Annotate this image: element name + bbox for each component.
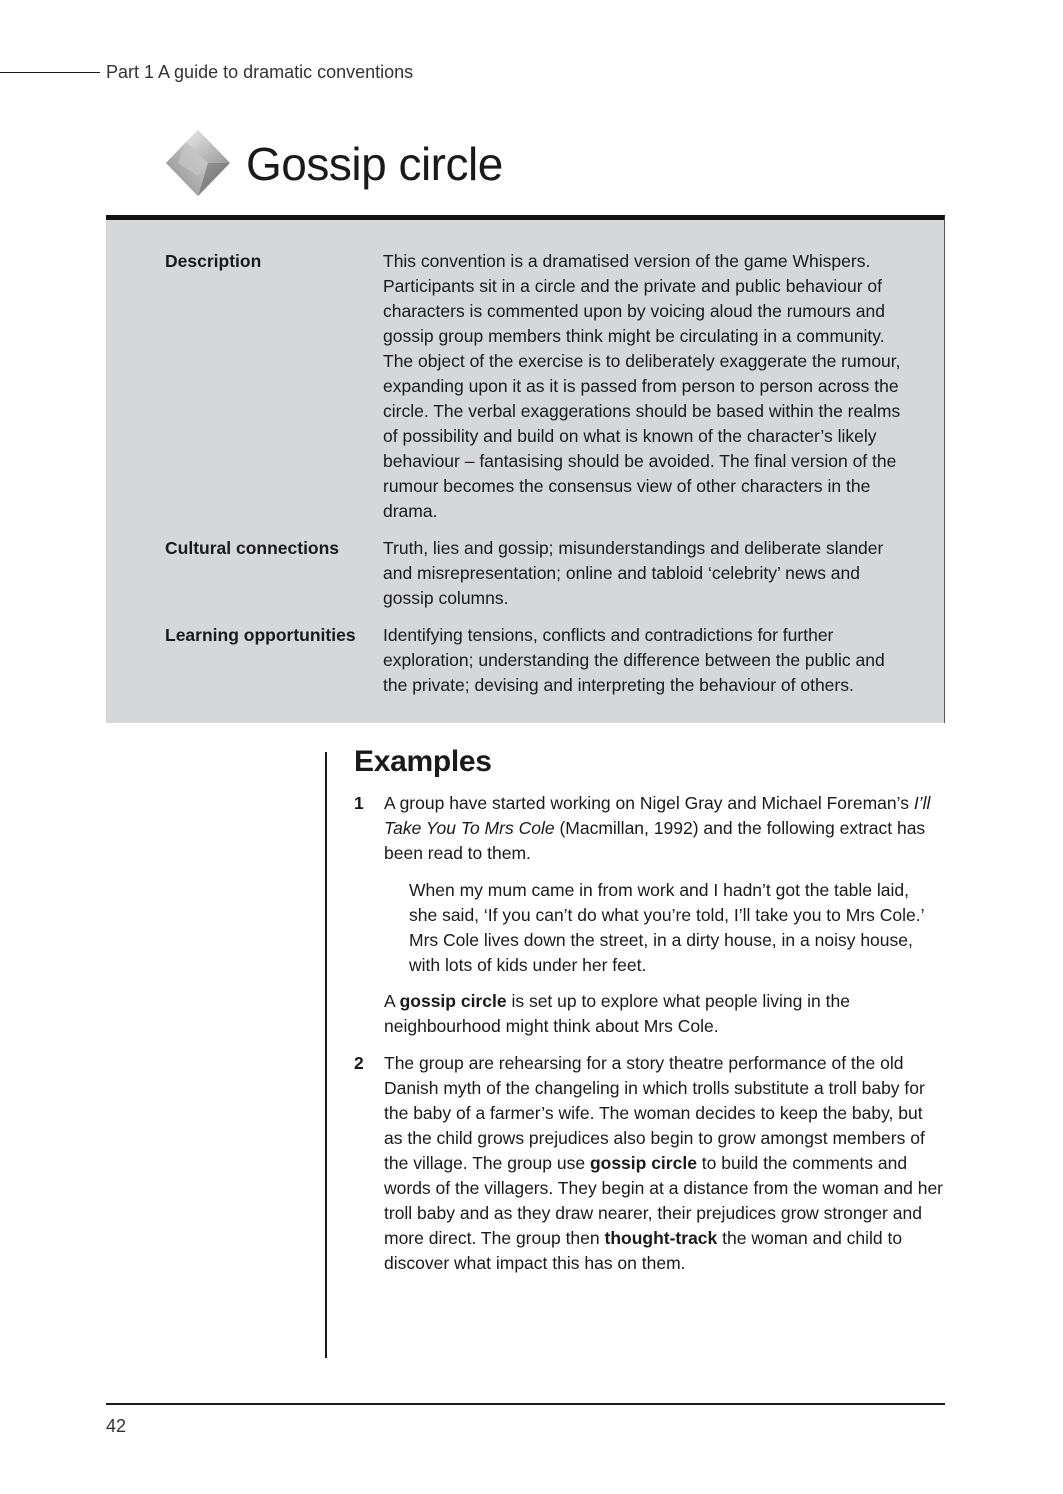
description-text: This convention is a dramatised version of the game Whispers. Participants sit in a circle and the private and public behaviour of characters is commented upon by voicing aloud the rumours and gossip group members think might be circulating in a community. The object of the exercise is to deliberately exaggerate the rumour, expanding upon it as it is passed from person to person across the circle. The verbal exaggerations should be based within the realms of possibility and build on what is known of the character’s likely behaviour – fantasising should be avoided. The final version of the rumour becomes the consensus view of other characters in the drama. — [383, 251, 901, 521]
example-2-text — [384, 1051, 944, 1276]
thought-track-term: thought-track — [604, 1228, 718, 1248]
example-1-quote: When my mum came in from work and I hadn’t got the table laid, she said, ‘If you can’t do what you’re told, I’ll take you to Mrs Cole.’ Mrs Cole lives down the street, in a dirty house, in a noisy house, with lots of kids under her feet. — [409, 880, 924, 975]
example-1-intro-b: (Macmillan, 1992) and the following extract has been read to them. — [384, 818, 926, 863]
example-1-intro-a: A group have started working on Nigel Gray and Michael Foreman’s — [384, 793, 914, 813]
cube-icon — [164, 128, 232, 198]
description-label: Description — [165, 251, 262, 271]
example-1-number: 1 — [354, 793, 364, 813]
cultural-connections-label: Cultural connections — [165, 538, 340, 558]
example-2-text-b: to build the comments and words of the villagers. They begin at a distance from the woman and her troll baby and as they draw nearer, their prejudices grow stronger and more direct. The group then — [384, 1153, 944, 1248]
gossip-circle-term: gossip circle — [589, 1153, 697, 1173]
book-title: I’ll Take You To Mrs Cole — [384, 793, 931, 838]
cultural-connections-text: Truth, lies and gossip; misunderstandings and deliberate slander and misrepresentation; online and tabloid ‘celebrity’ news and gossip columns. — [383, 538, 884, 608]
convention-info-box — [106, 215, 945, 723]
example-2-text-c: the woman and child to discover what impact this has on them. — [384, 1228, 903, 1273]
learning-opportunities-text: Identifying tensions, conflicts and contradictions for further exploration; understanding the difference between the public and the private; devising and interpreting the behaviour of others. — [383, 625, 885, 695]
examples-heading: Examples — [354, 745, 492, 778]
learning-opportunities-label: Learning opportunities — [165, 625, 356, 645]
running-header: Part 1 A guide to dramatic conventions — [106, 62, 414, 82]
examples-side-rule — [325, 752, 327, 1358]
header-rule — [0, 72, 100, 73]
example-1-follow — [384, 989, 944, 1039]
page-number: 42 — [106, 1416, 127, 1436]
gossip-circle-term: gossip circle — [399, 991, 507, 1011]
footer-rule — [106, 1403, 945, 1405]
example-2-text-a: The group are rehearsing for a story theatre performance of the old Danish myth of the changeling in which trolls substitute a troll baby for the baby of a farmer’s wife. The woman decides to keep the baby, but as the child grows prejudices also begin to grow amongst members of the village. The group use — [384, 1053, 925, 1173]
example-1-follow-b: is set up to explore what people living in the neighbourhood might think about Mrs Cole. — [384, 991, 850, 1036]
example-1-follow-a: A — [384, 991, 400, 1011]
example-1-intro — [384, 791, 944, 866]
example-2-number: 2 — [354, 1053, 364, 1073]
page-title: Gossip circle — [246, 138, 503, 190]
